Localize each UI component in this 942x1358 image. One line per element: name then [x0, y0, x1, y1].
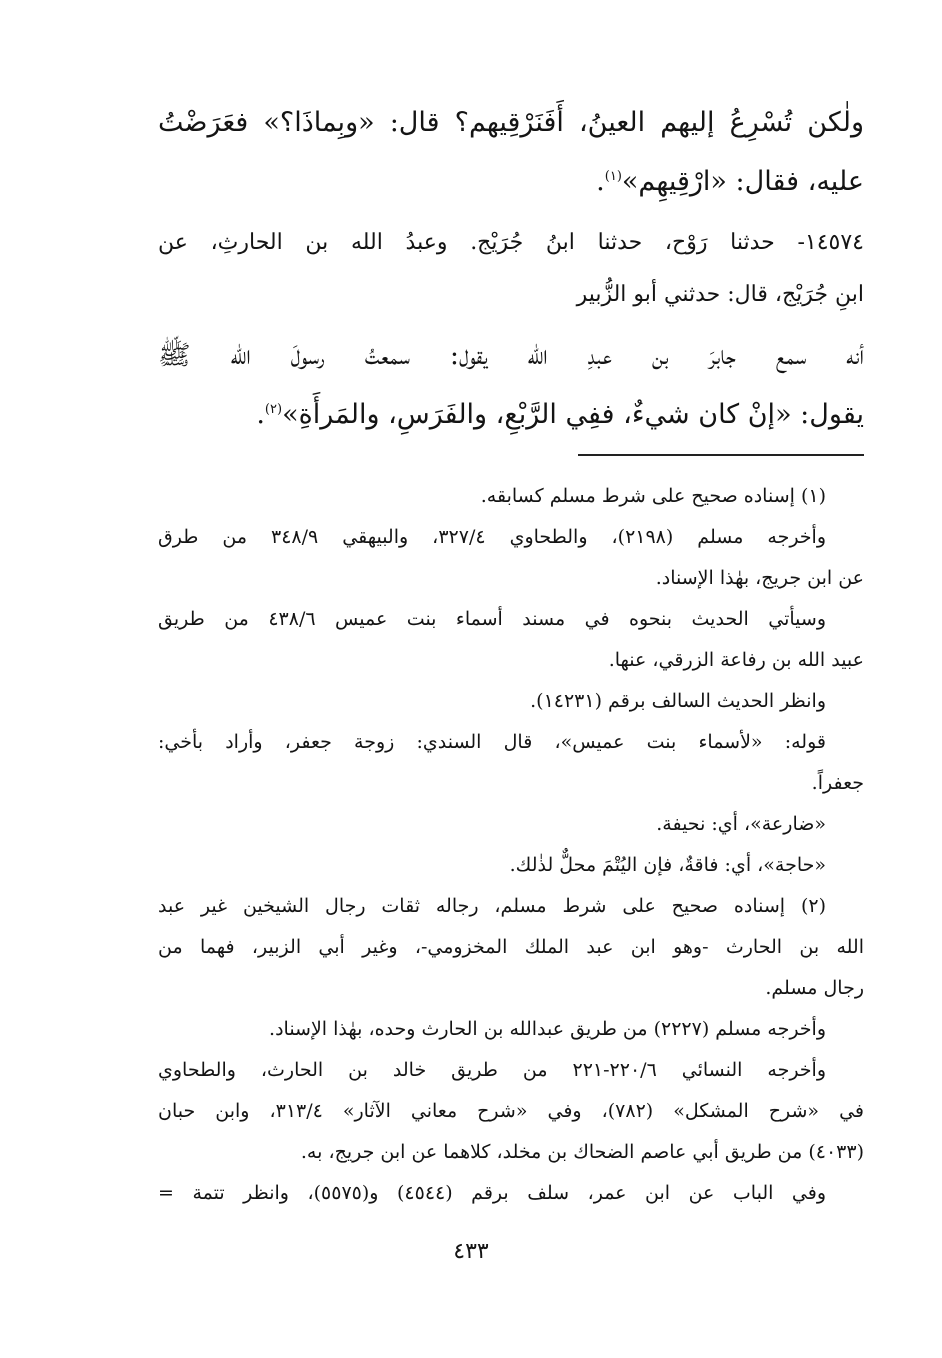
main-line: ولٰكن تُسْرِعُ إليهم العينُ، أَفَنَرْقِيهم؟ قال: «وبِماذَا؟» فعَرَضْتُ: [158, 107, 864, 138]
footnote-ref-1: (١): [604, 169, 622, 184]
hadith-line: أنه سمع جابرَ بن عبدِ الله يقول: سمعتُ رسولَ الله ﷺ: [158, 340, 864, 371]
full-stop: .: [596, 166, 605, 197]
page-number: ٤٣٣: [453, 1239, 489, 1264]
footnote-line: وانظر الحديث السالف برقم (١٤٢٣١).: [530, 690, 826, 712]
footnote-line: جعفراً.: [811, 772, 864, 794]
main-paragraph-1: [158, 96, 864, 209]
footnote-line: وأخرجه النسائي ٢٢٠/٦-٢٢١ من طريق خالد بن الحارث، والطحاوي: [158, 1059, 826, 1081]
full-stop: .: [256, 399, 265, 430]
footnote-ref-2: (٢): [264, 402, 283, 417]
footnote-line: وسيأتي الحديث بنحوه في مسند أسماء بنت عميس ٤٣٨/٦ من طريق: [158, 608, 826, 630]
main-text: [158, 96, 864, 450]
footnote-line: (١) إسناده صحيح على شرط مسلم كسابقه.: [480, 485, 826, 507]
footnote-line: وأخرجه مسلم (٢١٩٨)، والطحاوي ٣٢٧/٤، والبيهقي ٣٤٨/٩ من طرق: [158, 526, 826, 548]
footnote-line: الله بن الحارث -وهو ابن عبد الملك المخزومي-، وغير أبي الزبير، فهما من: [158, 936, 864, 958]
footnote-divider: [578, 454, 864, 456]
footnote-line: رجال مسلم.: [765, 977, 864, 999]
footnote-line: «حاجة»، أي: فاقةٌ، فإن اليُتْمَ محلٌّ لذٰلك.: [509, 854, 826, 876]
isnad-line: ١٤٥٧٤- حدثنا رَوْح، حدثنا ابنُ جُرَيْج. وعبدُ الله بن الحارثِ، عن: [158, 230, 864, 255]
main-paragraph-2: [158, 217, 864, 321]
hadith-line: [158, 383, 864, 442]
hadith-line-text: يقول: «إنْ كان شيءٌ، ففِي الرَّبْعِ، والفَرَسِ، والمَرأَةِ»: [282, 399, 864, 430]
footnote-line: وأخرجه مسلم (٢٢٢٧) من طريق عبدالله بن الحارث وحده، بهٰذا الإسناد.: [269, 1018, 826, 1040]
footnotes: [158, 476, 864, 1214]
footnote-line: في «شرح المشكل» (٧٨٢)، وفي «شرح معاني الآثار» ٣١٣/٤، وابن حبان: [158, 1100, 864, 1122]
isnad-line: ابنِ جُرَيْج، قال: حدثني أبو الزُّبير: [576, 282, 864, 307]
footnote-line: (٤٠٣٣) من طريق أبي عاصم الضحاك بن مخلد، كلاهما عن ابن جريج، به.: [300, 1141, 864, 1163]
footnote-line: عبيد الله بن رفاعة الزرقي، عنها.: [608, 649, 864, 671]
main-line: [158, 150, 864, 209]
main-line-text: عليه، فقال: «ارْقِيهِم»: [621, 166, 864, 197]
footnote-line: عن ابن جريج، بهٰذا الإسناد.: [655, 567, 864, 589]
footnote-line: وفي الباب عن ابن عمر، سلف برقم (٤٥٤٤) و(٥٥٧٥)، وانظر تتمة =: [158, 1182, 827, 1204]
footnote-line: (٢) إسناده صحيح على شرط مسلم، رجاله ثقات رجال الشيخين غير عبد: [158, 895, 826, 917]
main-paragraph-3: [158, 329, 864, 442]
footnote-line: «ضارعة»، أي: نحيفة.: [656, 813, 826, 835]
footnote-line: قوله: «لأسماء بنت عميس»، قال السندي: زوجة جعفر، وأراد بأخي:: [158, 731, 826, 753]
